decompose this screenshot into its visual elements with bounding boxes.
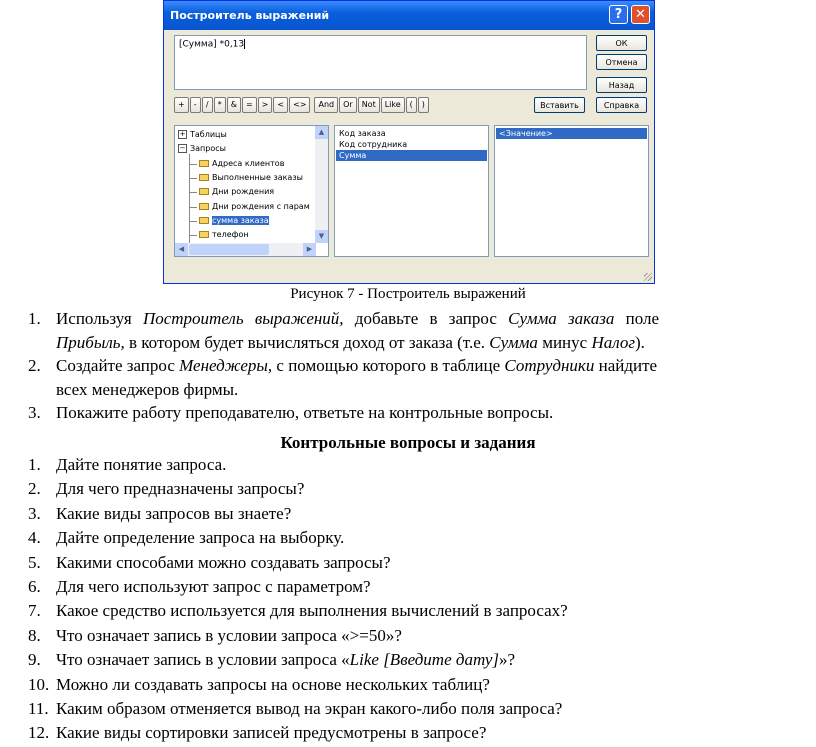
value-item-selected[interactable]: <Значение> <box>496 128 647 139</box>
help-icon[interactable]: ? <box>609 5 628 24</box>
tree-node-label: сумма заказа <box>212 215 269 225</box>
question-number: 8. <box>28 625 41 645</box>
text-caret <box>244 39 245 49</box>
question-text <box>56 626 402 646</box>
query-icon <box>199 203 209 210</box>
text-run: Дайте понятие запроса. <box>56 455 227 474</box>
question-number: 4. <box>28 528 41 548</box>
fields-list[interactable] <box>334 125 489 257</box>
operator-button[interactable]: Or <box>339 97 357 113</box>
scroll-up-arrow-icon[interactable]: ▲ <box>315 126 328 139</box>
question-text <box>56 650 515 670</box>
tree-branch-line <box>189 178 197 179</box>
text-run: найдите <box>594 356 658 375</box>
tree-node-label: Адреса клиентов <box>212 158 285 168</box>
operator-button[interactable]: / <box>202 97 213 113</box>
field-item-selected[interactable]: Сумма <box>336 150 487 161</box>
scroll-left-arrow-icon[interactable]: ◀ <box>175 243 188 256</box>
task-number: 1. <box>28 309 41 328</box>
expand-icon[interactable]: + <box>179 130 186 138</box>
question-text <box>56 601 568 621</box>
question-text <box>56 675 490 695</box>
italic-text-run: Менеджеры, <box>179 356 273 375</box>
tree-node[interactable] <box>199 185 274 198</box>
question-text <box>56 528 344 548</box>
operator-button[interactable]: = <box>242 97 257 113</box>
dialog-title: Построитель выражений <box>170 9 330 22</box>
question-number: 5. <box>28 552 41 572</box>
text-run: минус <box>537 332 592 352</box>
text-run: в котором будет вычисляться доход от заказа (т.е. <box>124 332 490 352</box>
text-run: Каким образом отменяется вывод на экран какого-либо поля запроса? <box>56 699 563 718</box>
text-run: Какими способами можно создавать запросы? <box>56 552 391 572</box>
text-run: всех менеджеров фирмы. <box>56 379 239 399</box>
text-run: ). <box>634 332 645 352</box>
operator-button[interactable]: - <box>190 97 201 113</box>
text-run: Что означает запись в условии запроса «>=50»? <box>56 625 402 645</box>
question-text <box>56 455 226 475</box>
field-item[interactable]: Код сотрудника <box>339 140 408 149</box>
operator-button[interactable]: Like <box>381 97 405 113</box>
tree-line <box>189 154 190 244</box>
question-text <box>56 504 291 524</box>
tree-horizontal-scrollbar[interactable] <box>175 243 315 256</box>
operator-button[interactable]: And <box>314 97 338 113</box>
italic-text-run: Налог <box>591 332 635 352</box>
operator-button[interactable]: * <box>214 97 226 113</box>
tree-node-label: Дни рождения <box>212 187 275 197</box>
question-number: 7. <box>28 601 41 621</box>
text-run: Дайте определение запроса на выборку. <box>56 528 345 548</box>
figure-caption: Рисунок 7 - Построитель выражений <box>290 286 526 302</box>
tree-node-label: Таблицы <box>190 130 227 139</box>
operator-button[interactable]: Not <box>358 97 380 113</box>
operator-button[interactable]: > <box>258 97 273 113</box>
question-number: 2. <box>28 479 41 499</box>
text-run: поле <box>614 309 659 328</box>
tree-node[interactable] <box>199 228 249 241</box>
close-icon[interactable]: ✕ <box>631 5 650 24</box>
question-text <box>56 699 562 719</box>
query-icon <box>199 231 209 238</box>
tree-node[interactable] <box>199 171 303 184</box>
text-run: Создайте запрос <box>56 356 180 375</box>
tree-node-label: телефон <box>212 230 249 240</box>
expression-builder-dialog <box>163 0 655 284</box>
operator-button[interactable]: ( <box>406 97 417 113</box>
query-icon <box>199 188 209 195</box>
tree-node[interactable] <box>199 214 269 227</box>
expression-input[interactable] <box>174 35 587 90</box>
values-list[interactable] <box>494 125 649 257</box>
object-tree[interactable] <box>174 125 329 257</box>
resize-grip-icon[interactable] <box>644 273 652 281</box>
text-run: Покажите работу преподавателю, ответьте на контрольные вопросы. <box>56 403 554 422</box>
field-item[interactable]: Код заказа <box>339 129 386 138</box>
italic-text-run: Like [Введите дату] <box>349 650 499 670</box>
operator-button[interactable]: ) <box>418 97 429 113</box>
tree-node-label: Запросы <box>190 144 226 154</box>
italic-text-run: Прибыль, <box>56 332 125 352</box>
question-text <box>56 723 486 743</box>
task-line <box>56 333 645 353</box>
question-number: 6. <box>28 577 41 596</box>
question-text <box>56 553 391 573</box>
dialog-titlebar <box>164 1 654 30</box>
tree-node[interactable] <box>178 128 227 141</box>
text-run: Какое средство используется для выполнения вычислений в запросах? <box>56 601 568 621</box>
question-number: 10. <box>28 674 50 694</box>
question-text <box>56 479 304 499</box>
tree-vertical-scrollbar[interactable] <box>315 126 328 243</box>
query-icon <box>199 217 209 224</box>
text-run: Для чего используют запрос с параметром? <box>56 577 371 596</box>
tree-node-label: Дни рождения с парам <box>212 201 310 211</box>
task-number: 3. <box>28 403 41 422</box>
scroll-thumb[interactable] <box>189 244 269 255</box>
task-line <box>56 309 659 329</box>
questions-heading: Контрольные вопросы и задания <box>280 433 536 452</box>
text-run: Что означает запись в условии запроса « <box>56 650 350 670</box>
tree-branch-line <box>189 221 197 222</box>
tree-branch-line <box>189 207 197 208</box>
collapse-icon[interactable]: − <box>179 144 186 153</box>
question-number: 3. <box>28 503 41 523</box>
query-icon <box>199 174 209 181</box>
italic-text-run: Построитель выражений, <box>142 309 344 328</box>
text-run: Для чего предназначены запросы? <box>56 479 305 499</box>
tree-branch-line <box>189 235 197 236</box>
italic-text-run: Сотрудники <box>504 356 595 375</box>
text-run: Какие виды сортировки записей предусмотрены в запросе? <box>56 723 487 743</box>
tree-node[interactable] <box>199 157 284 170</box>
text-run: Можно ли создавать запросы на основе нескольких таблиц? <box>56 674 490 694</box>
text-run: добавьте в запрос <box>343 309 509 328</box>
italic-text-run: Сумма <box>489 332 538 352</box>
insert-button[interactable]: Вставить <box>534 97 585 113</box>
operator-button[interactable]: < <box>273 97 288 113</box>
tree-branch-line <box>189 192 197 193</box>
scroll-right-arrow-icon[interactable]: ▶ <box>303 243 316 256</box>
tree-node[interactable] <box>178 142 226 155</box>
question-number: 11. <box>28 699 49 718</box>
task-line <box>56 403 553 423</box>
text-run: Какие виды запросов вы знаете? <box>56 503 292 523</box>
question-text <box>56 577 371 597</box>
tree-node[interactable] <box>199 200 310 213</box>
operator-button[interactable]: <> <box>289 97 310 113</box>
scroll-down-arrow-icon[interactable]: ▼ <box>315 230 328 243</box>
tree-node-label: Выполненные заказы <box>212 172 303 182</box>
text-run: с помощью которого в таблице <box>272 356 505 375</box>
tree-branch-line <box>189 164 197 165</box>
back-button[interactable]: Назад <box>596 77 647 93</box>
task-line <box>56 356 657 376</box>
help-button[interactable]: Справка <box>596 97 647 113</box>
operator-button[interactable]: + <box>174 97 189 113</box>
question-number: 9. <box>28 650 41 670</box>
query-icon <box>199 160 209 167</box>
cancel-button[interactable]: Отмена <box>596 54 647 70</box>
operator-button[interactable]: & <box>227 97 241 113</box>
task-number: 2. <box>28 356 41 375</box>
task-line <box>56 380 238 400</box>
text-run: Используя <box>56 309 143 328</box>
operator-toolbar <box>174 97 429 113</box>
expression-text: [Сумма] *0,13 <box>179 39 245 50</box>
text-run: »? <box>498 650 516 670</box>
question-number: 12. <box>28 723 50 743</box>
italic-text-run: Сумма заказа <box>508 309 615 328</box>
question-number: 1. <box>28 455 41 474</box>
ok-button[interactable]: ОК <box>596 35 647 51</box>
